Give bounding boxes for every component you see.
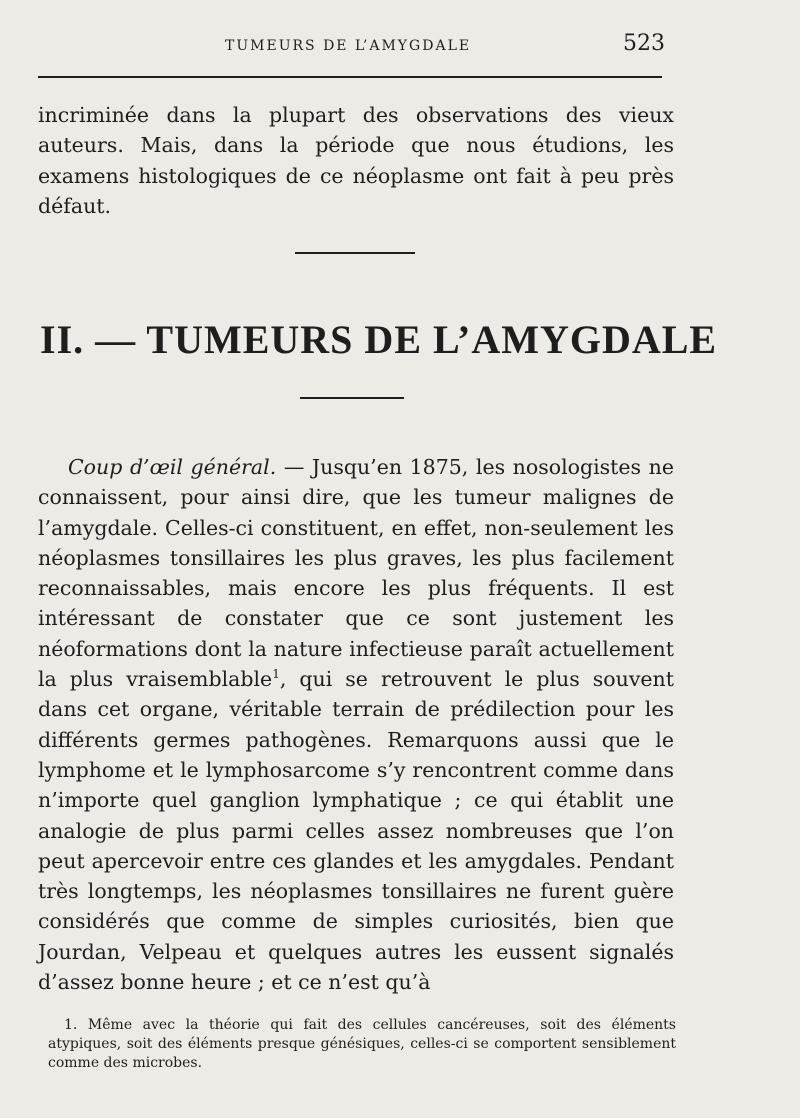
footnote — [48, 1016, 676, 1073]
page-number: 523 — [623, 31, 665, 56]
footnote-text: 1. Même avec la théorie qui fait des cellules cancéreuses, soit des éléments atypiques, soit des éléments presque génésiques, celles-ci se comportent sensiblement comme des microbes. — [48, 1017, 676, 1071]
paragraph-lead: Coup d’œil général. — [68, 455, 277, 479]
footnote-ref: 1 — [272, 667, 280, 682]
paragraph-text-before-note: — Jusqu’en 1875, les nosologistes ne connaissent, pour ainsi dire, que les tumeur malignes de l’amygdale. Celles-ci constituent, en effet, non-seulement les néoplasmes tonsillaires les plus graves, les plus facilement reconnaissables, mais encore les plus fréquents. Il est intéressant de constater que ce sont justement les néoformations dont la nature infectieuse paraît actuellement la plus vraisemblable — [38, 455, 674, 692]
paragraph-text-after-note: , qui se retrouvent le plus souvent dans cet organe, véritable terrain de prédilection pour les différents germes pathogènes. Remarquons aussi que le lymphome et le lymphosarcome s’y rencontrent comme dans n’importe quel ganglion lymphatique ; ce qui établit une analogie de plus parmi celles assez nombreuses que l’on peut apercevoir entre ces glandes et les amygdales. Pendant très longtemps, les néoplasmes tonsillaires ne furent guère considérés que comme de simples curiosités, bien que Jourdan, Velpeau et quelques autres les eussent signalés d’assez bonne heure ; et ce n’est qu’à — [38, 667, 674, 995]
section-divider-bottom — [300, 397, 404, 399]
main-paragraph — [38, 452, 674, 997]
intro-paragraph: incriminée dans la plupart des observations des vieux auteurs. Mais, dans la période que nous étudions, les examens histologiques de ce néoplasme ont fait à peu près défaut. — [38, 103, 674, 219]
section-title: II. — TUMEURS DE L’AMYGDALE — [40, 317, 718, 362]
header-rule — [38, 76, 662, 78]
section-divider-top — [295, 252, 415, 254]
running-title: TUMEURS DE L’AMYGDALE — [225, 38, 472, 54]
